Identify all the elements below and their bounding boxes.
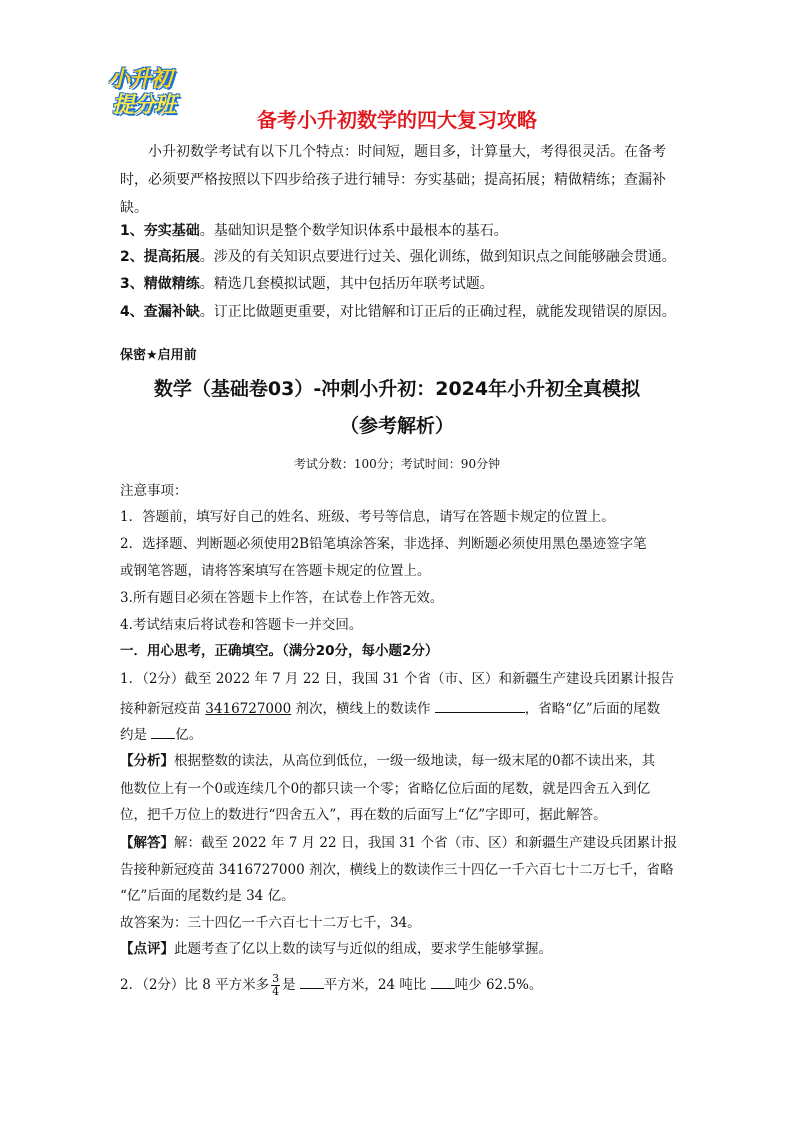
- intro-paragraph: 小升初数学考试有以下几个特点：时间短，题目多，计算量大，考得很灵活。在备考时，必须要严格按照以下四步给孩子进行辅导：夯实基础；提高拓展；精做精练；查漏补缺。: [120, 144, 666, 216]
- answer-line-2: 告接种新冠疫苗 3416727000 剂次，横线上的数读作三十四亿一千六百七十二万七千，省略: [120, 862, 674, 878]
- secret-label: 保密★启用前: [120, 348, 197, 363]
- comment-text: 此题考查了亿以上数的读写与近似的组成，要求学生能够掌握。: [174, 941, 552, 957]
- tip-body: 。基础知识是整个数学知识体系中最根本的基石。: [199, 223, 508, 239]
- note-4: 4.考试结束后将试卷和答题卡一并交回。: [120, 617, 363, 633]
- fraction-numerator: 3: [272, 972, 280, 985]
- q1-text: 剂次，横线上的数读作: [291, 701, 435, 717]
- q2-text: 2．（2分）比 8 平方米多: [120, 977, 270, 993]
- q1-line-3: [120, 724, 680, 744]
- tip-body: 。涉及的有关知识点要进行过关、强化训练，做到知识点之间能够融会贯通。: [199, 249, 676, 265]
- note-2: 2．选择题、判断题必须使用2B铅笔填涂答案，非选择、判断题必须使用黑色墨迹签字笔: [120, 536, 647, 552]
- comment-line: [120, 940, 680, 958]
- exam-title: 数学（基础卷03）-冲刺小升初：2024年小升初全真模拟: [153, 378, 641, 400]
- logo-line-2: 提分班: [112, 93, 176, 118]
- comment-label: 【点评】: [120, 941, 174, 957]
- tip-head: 1、夯实基础: [120, 223, 200, 239]
- answer-text: 解：截至 2022 年 7 月 22 日，我国 31 个省（市、区）和新疆生产建设兵团累计报: [174, 835, 678, 851]
- answer-line-3: “亿”后面的尾数约是 34 亿。: [120, 888, 295, 904]
- tip-head: 4、查漏补缺: [120, 304, 200, 320]
- answer-blank[interactable]: [300, 974, 324, 989]
- q2-text: 平方米，24 吨比: [323, 977, 431, 993]
- answer-label: 【解答】: [120, 835, 174, 851]
- final-answer: 故答案为：三十四亿一千六百七十二万七千，34。: [120, 915, 421, 931]
- notes-heading: 注意事项：: [120, 483, 188, 499]
- tip-head: 3、精做精练: [120, 276, 200, 292]
- q1-line-1: 1．（2分）截至 2022 年 7 月 22 日，我国 31 个省（市、区）和新疆生产建设兵团累计报告: [120, 671, 675, 687]
- tip-1: [120, 220, 690, 242]
- q1-text: 亿。: [175, 727, 203, 743]
- tip-head: 2、提高拓展: [120, 249, 200, 265]
- q1-text: 接种新冠疫苗: [120, 701, 206, 717]
- analysis-line-1: [120, 752, 680, 770]
- exam-subtitle: （参考解析）: [339, 415, 454, 437]
- analysis-line-2: 他数位上有一个0或连续几个0的都只读一个零；省略亿位后面的尾数，就是四舍五入到亿: [120, 781, 651, 797]
- tip-3: [120, 273, 690, 295]
- tip-body: 。订正比做题更重要，对比错解和订正后的正确过程，就能发现错误的原因。: [199, 304, 676, 320]
- answer-blank[interactable]: [151, 724, 175, 739]
- tip-body: 。精选几套模拟试题，其中包括历年联考试题。: [199, 276, 494, 292]
- q1-number: 3416727000: [205, 701, 292, 717]
- answer-blank[interactable]: [435, 698, 525, 713]
- analysis-text: 根据整数的读法，从高位到低位，一级一级地读，每一级末尾的0都不读出来，其: [174, 753, 656, 769]
- note-3: 3.所有题目必须在答题卡上作答，在试卷上作答无效。: [120, 590, 444, 606]
- note-2-cont: 或钢笔答题，请将答案填写在答题卡规定的位置上。: [120, 563, 431, 579]
- exam-info: 考试分数：100分；考试时间：90分钟: [293, 457, 501, 471]
- q1-text: ，省略“亿”后面的尾数: [524, 701, 661, 717]
- tip-2: [120, 246, 690, 268]
- answer-blank[interactable]: [431, 974, 455, 989]
- analysis-line-3: 位，把千万位上的数进行“四舍五入”，再在数的后面写上“亿”字即可，据此解答。: [120, 807, 607, 823]
- section-heading: 一．用心思考，正确填空。（满分20分，每小题2分）: [120, 643, 439, 659]
- q2-text: 吨少 62.5%。: [454, 977, 543, 993]
- banner-title: 备考小升初数学的四大复习攻略: [257, 108, 537, 132]
- tip-4: [120, 301, 690, 323]
- q1-text: 约是: [120, 727, 152, 743]
- fraction-denominator: 4: [272, 985, 280, 998]
- answer-line-1: [120, 834, 680, 852]
- analysis-label: 【分析】: [120, 753, 174, 769]
- note-1: 1．答题前，填写好自己的姓名、班级、考号等信息，请写在答题卡规定的位置上。: [120, 509, 615, 525]
- fraction: [271, 973, 280, 998]
- q2-text: 是: [282, 977, 300, 993]
- q1-line-2: [120, 698, 680, 718]
- q2-line: [120, 972, 680, 998]
- logo-line-1: 小升初: [108, 67, 172, 92]
